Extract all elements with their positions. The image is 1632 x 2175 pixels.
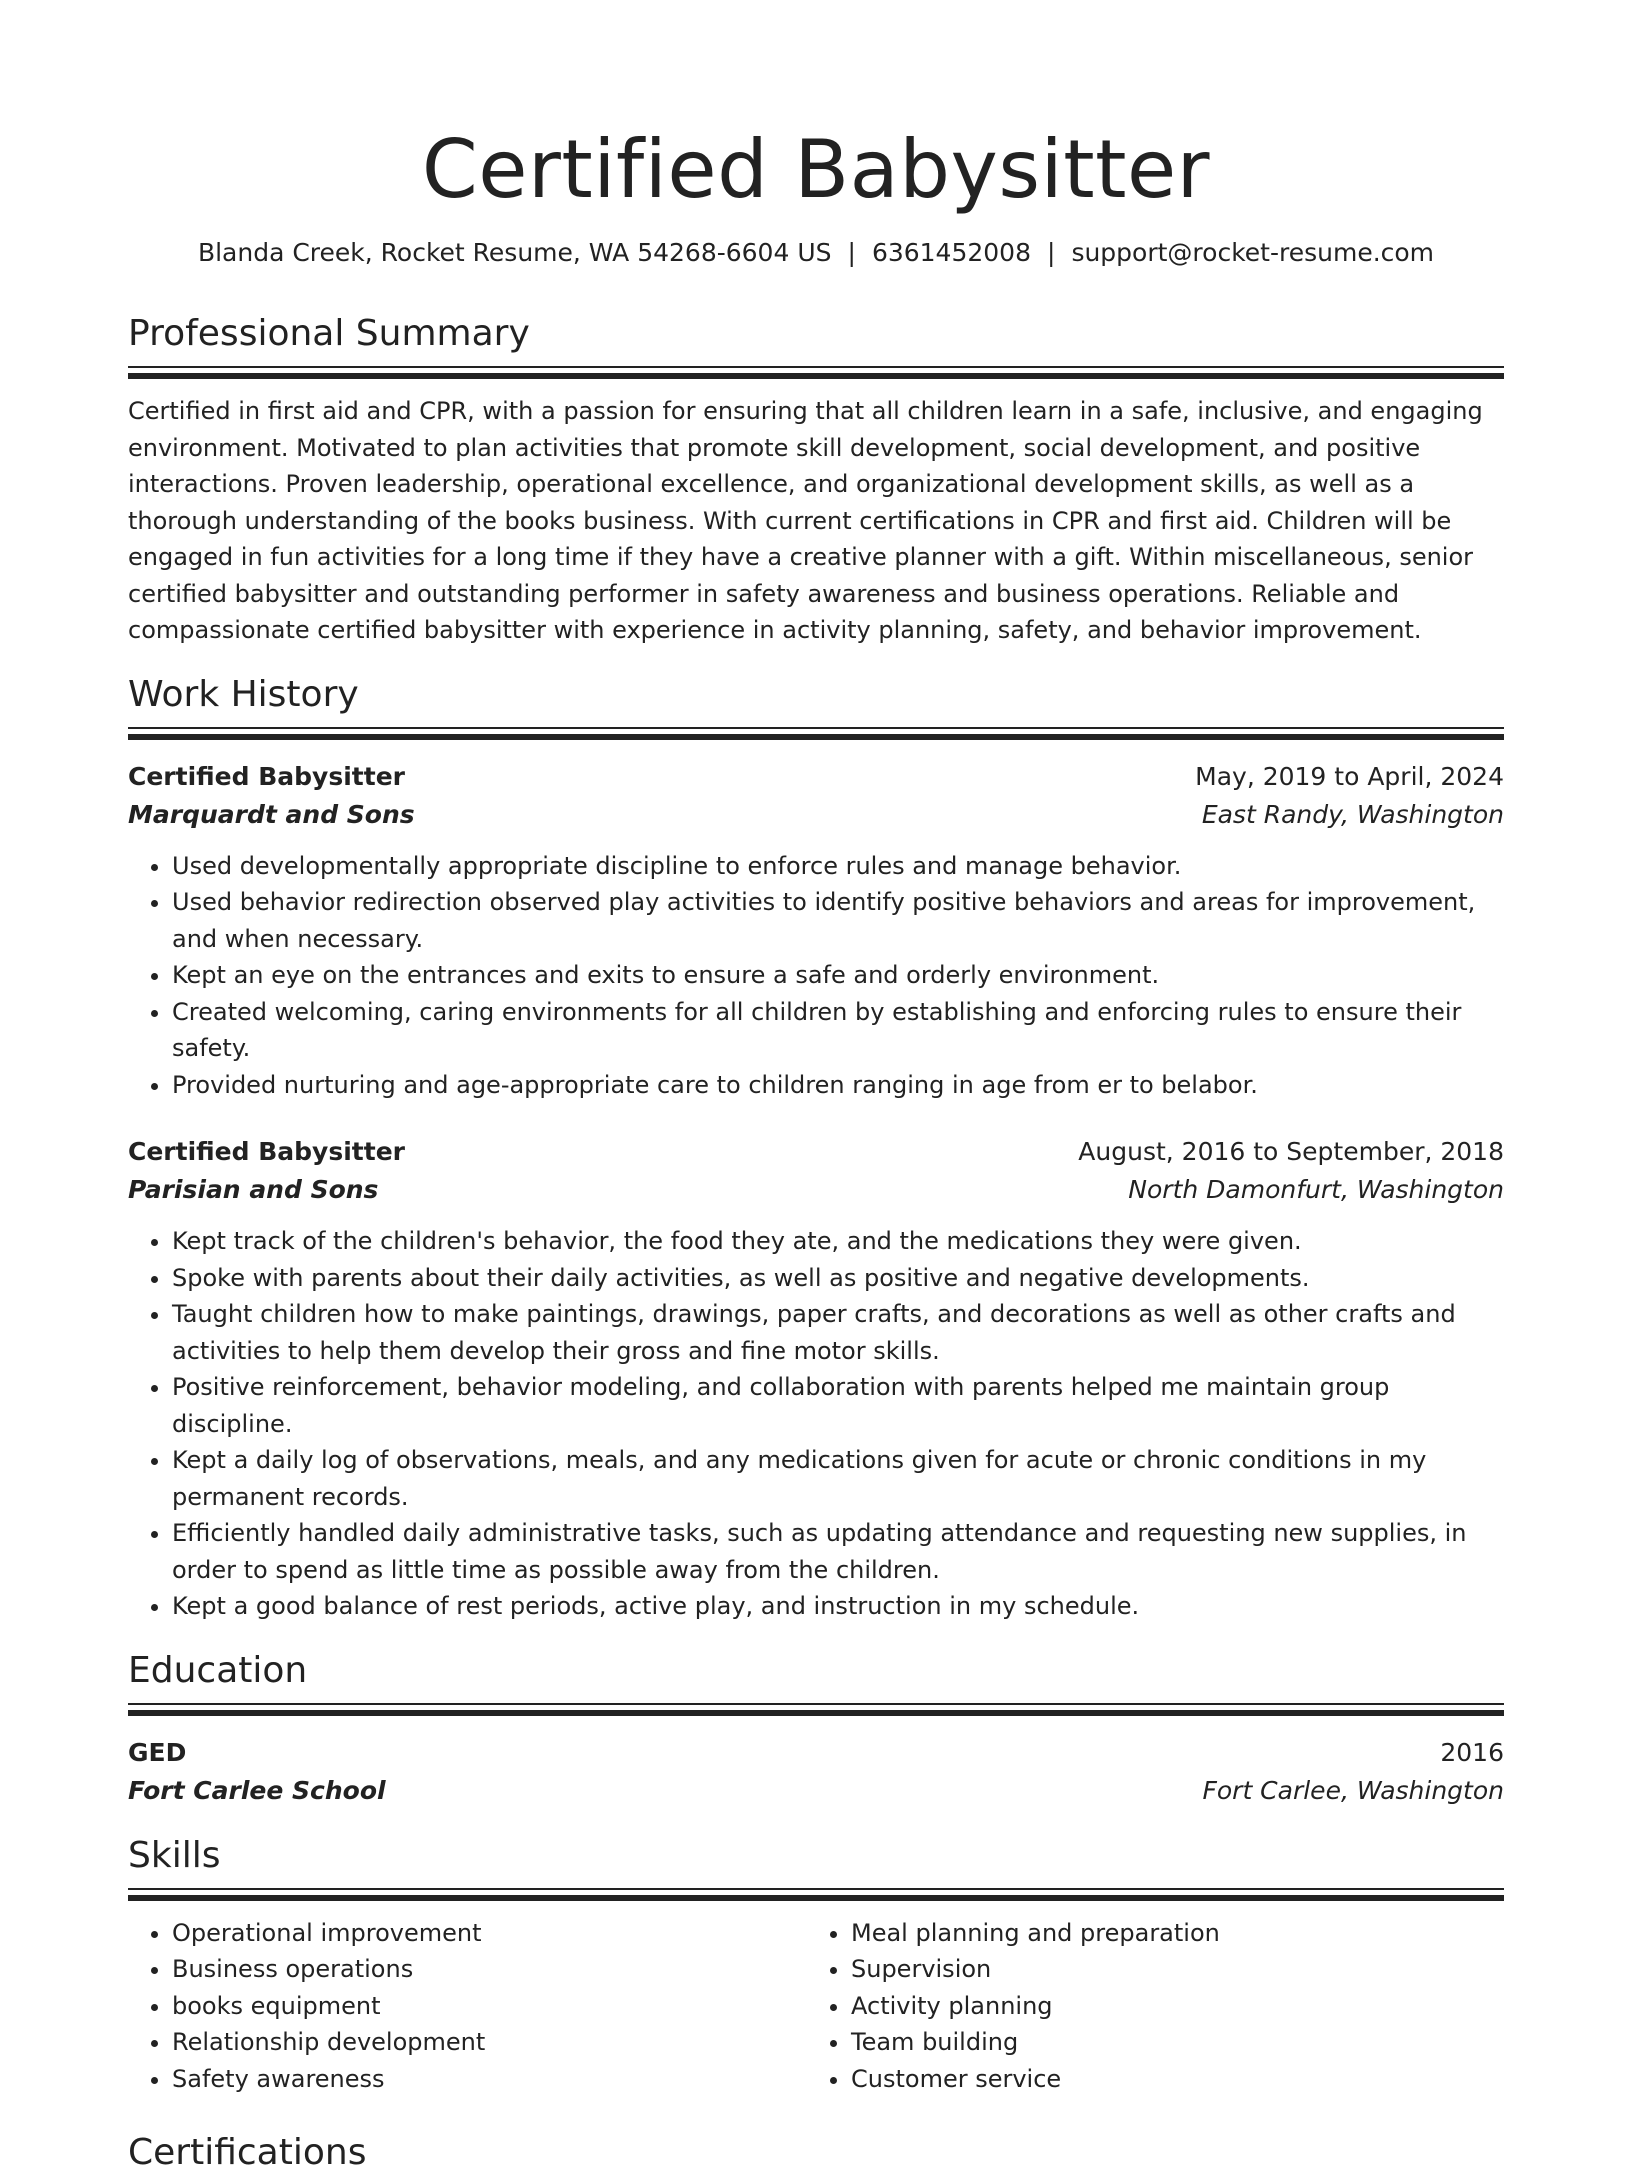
- education-degree: GED: [128, 1737, 187, 1767]
- list-item: • Kept a daily log of observations, meals, and any medications given for acute or chronic conditions in my permanent records.: [172, 1442, 1504, 1515]
- list-item: • Used behavior redirection observed play activities to identify positive behaviors and areas for improvement, and when necessary.: [172, 884, 1504, 957]
- job-entry: [128, 758, 1504, 1104]
- summary-text: Certified in first aid and CPR, with a passion for ensuring that all children learn in a safe, inclusive, and engaging environment. Motivated to plan activities that promote skill development, social development, and positive interactions. Proven leadership, operational excellence, and organizational development skills, as well as a thorough understanding of the books business. With current certifications in CPR and first aid. Children will be engaged in fun activities for a long time if they have a creative planner with a gift. Within miscellaneous, senior certified babysitter and outstanding performer in safety awareness and business operations. Reliable and compassionate certified babysitter with experience in activity planning, safety, and behavior improvement.: [128, 397, 1483, 644]
- contact-line: [128, 236, 1504, 270]
- job-title: Certified Babysitter: [128, 761, 405, 791]
- list-item: • Used developmentally appropriate discipline to enforce rules and manage behavior.: [172, 848, 1504, 885]
- job-dates: August, 2016 to September, 2018: [1078, 1137, 1504, 1166]
- list-item: • Spoke with parents about their daily activities, as well as positive and negative developments.: [172, 1260, 1504, 1297]
- job-company-row: [128, 796, 1504, 834]
- list-item: • Efficiently handled daily administrative tasks, such as updating attendance and requesting new supplies, in order to spend as little time as possible away from the children.: [172, 1515, 1504, 1588]
- certifications-section: [128, 2131, 1504, 2175]
- work-history-section: [128, 673, 1504, 1625]
- skill-item: • Operational improvement: [172, 1915, 807, 1952]
- education-school: Fort Carlee School: [128, 1775, 386, 1805]
- list-item: • Taught children how to make paintings, drawings, paper crafts, and decorations as well as other crafts and activities to help them develop their gross and fine motor skills.: [172, 1296, 1504, 1369]
- skill-item: • Relationship development: [172, 2024, 807, 2061]
- skill-item: • books equipment: [172, 1988, 807, 2025]
- section-title: Work History: [128, 673, 359, 715]
- job-company-row: [128, 1171, 1504, 1209]
- education-section: [128, 1649, 1504, 1810]
- education-header-row: [128, 1734, 1504, 1772]
- job-location: East Randy, Washington: [1201, 799, 1504, 829]
- list-item: • Kept track of the children's behavior, the food they ate, and the medications they were given.: [172, 1223, 1504, 1260]
- job-title: Certified Babysitter: [128, 1137, 405, 1166]
- section-divider: [128, 1888, 1504, 1901]
- skills-columns: [128, 1915, 1504, 2098]
- section-divider: [128, 1703, 1504, 1716]
- job-header-row: [128, 1133, 1504, 1171]
- list-item: • Provided nurturing and age-appropriate care to children ranging in age from er to belabor.: [172, 1067, 1504, 1104]
- section-divider: [128, 727, 1504, 740]
- job-header-row: [128, 758, 1504, 796]
- job-duties-list: [128, 1223, 1504, 1625]
- job-location: North Damonfurt, Washington: [1128, 1175, 1504, 1204]
- skill-item: • Safety awareness: [172, 2061, 807, 2098]
- professional-summary-section: [128, 312, 1504, 649]
- education-school-row: [128, 1772, 1504, 1810]
- skill-item: • Activity planning: [851, 1988, 1486, 2025]
- skill-item: • Supervision: [851, 1951, 1486, 1988]
- job-duties-list: [128, 848, 1504, 1104]
- job-dates: May, 2019 to April, 2024: [1195, 761, 1504, 791]
- list-item: • Kept an eye on the entrances and exits to ensure a safe and orderly environment.: [172, 957, 1504, 994]
- resume-page: [128, 0, 1504, 2175]
- skill-item: • Business operations: [172, 1951, 807, 1988]
- skill-item: • Team building: [851, 2024, 1486, 2061]
- contact-address: Blanda Creek, Rocket Resume, WA 54268-6604 US: [197, 238, 832, 267]
- contact-separator: |: [847, 238, 856, 267]
- education-location: Fort Carlee, Washington: [1202, 1775, 1504, 1805]
- section-title: Skills: [128, 1834, 221, 1876]
- list-item: • Created welcoming, caring environments for all children by establishing and enforcing rules to ensure their safety.: [172, 994, 1504, 1067]
- skills-list-right: [807, 1915, 1486, 2098]
- education-entry: [128, 1734, 1504, 1810]
- section-divider: [128, 366, 1504, 379]
- section-title: Education: [128, 1649, 308, 1691]
- section-title: Certifications: [128, 2132, 367, 2173]
- education-year: 2016: [1440, 1737, 1504, 1767]
- skills-section: [128, 1834, 1504, 2098]
- job-entry: [128, 1133, 1504, 1625]
- list-item: • Kept a good balance of rest periods, active play, and instruction in my schedule.: [172, 1588, 1504, 1625]
- job-company: Parisian and Sons: [128, 1175, 379, 1204]
- section-title: Professional Summary: [128, 313, 530, 354]
- skill-item: • Meal planning and preparation: [851, 1915, 1486, 1952]
- list-item: • Positive reinforcement, behavior modeling, and collaboration with parents helped me maintain group discipline.: [172, 1369, 1504, 1442]
- skills-list-left: [128, 1915, 807, 2098]
- job-company: Marquardt and Sons: [128, 799, 415, 829]
- skill-item: • Customer service: [851, 2061, 1486, 2098]
- contact-phone: 6361452008: [871, 238, 1031, 267]
- contact-email: support@rocket-resume.com: [1071, 238, 1435, 267]
- candidate-name: Certified Babysitter: [421, 123, 1211, 216]
- contact-separator: |: [1047, 238, 1056, 267]
